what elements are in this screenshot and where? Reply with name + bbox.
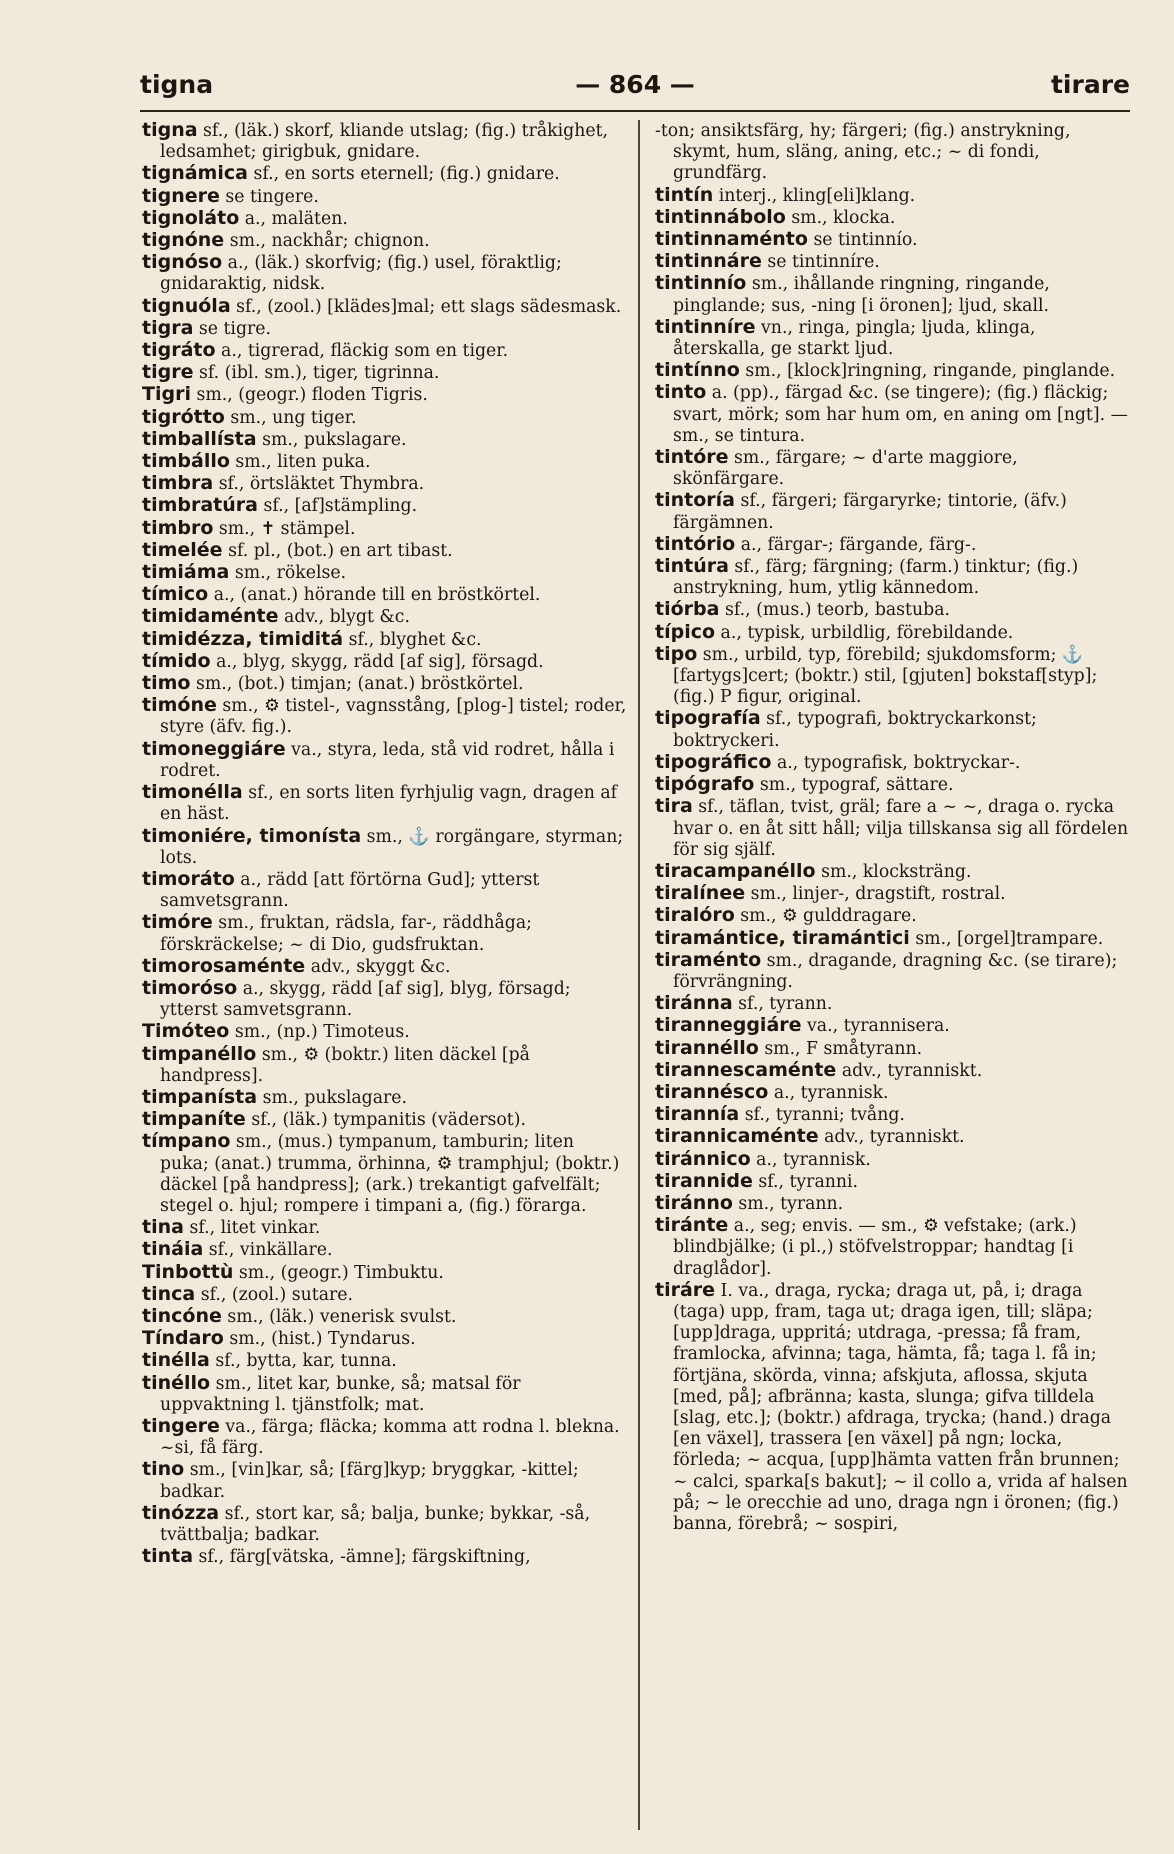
entry-definition: sm., ⚙ (boktr.) liten däckel [på handpress].	[160, 1044, 530, 1086]
entry-definition: interj., kling[eli]klang.	[718, 185, 916, 206]
dictionary-entry	[142, 584, 627, 606]
entry-headword: tipo	[655, 642, 698, 665]
entry-definition: adv., tyranniskt.	[841, 1060, 983, 1081]
entry-definition: sf., färg[vätska, -ämne]; färgskiftning,	[198, 1547, 531, 1568]
left-column	[142, 120, 627, 1830]
entry-headword: tigre	[142, 361, 194, 384]
entry-headword: tintinnaménto	[655, 228, 808, 251]
entry-headword: tira	[655, 795, 693, 818]
entry-headword: tignoláto	[142, 206, 240, 229]
dictionary-entry	[142, 340, 627, 362]
entry-headword: Tigri	[142, 383, 191, 406]
dictionary-entry	[655, 774, 1130, 796]
dictionary-entry	[142, 120, 627, 163]
entry-headword: tímpano	[142, 1130, 231, 1153]
entry-definition: a., rädd [att förtörna Gud]; ytterst samvetsgrann.	[160, 869, 540, 912]
dictionary-entry	[142, 673, 627, 695]
entry-headword: tiórba	[655, 598, 720, 621]
dictionary-entry	[142, 826, 627, 869]
entry-headword: tina	[142, 1216, 184, 1239]
entry-headword: tipografía	[655, 707, 761, 730]
dictionary-entry	[655, 708, 1130, 751]
entry-headword: tiralínee	[655, 882, 746, 905]
dictionary-entry	[142, 1416, 627, 1459]
dictionary-entry	[655, 1126, 1130, 1148]
entry-headword: tiracampanéllo	[655, 859, 816, 882]
entry-headword: timóre	[142, 911, 213, 934]
dictionary-entry	[142, 1546, 627, 1568]
entry-headword: tincóne	[142, 1304, 222, 1327]
dictionary-entry	[142, 978, 627, 1021]
entry-headword: timóne	[142, 694, 217, 717]
dictionary-entry	[655, 382, 1130, 447]
entry-headword: tiraménto	[655, 948, 762, 971]
dictionary-entry	[142, 562, 627, 584]
entry-definition: sm., ⚓ rorgängare, styrman; lots.	[160, 826, 624, 868]
entry-headword: timballísta	[142, 427, 257, 450]
dictionary-entry	[655, 1104, 1130, 1126]
entry-definition: sf., tyranni.	[758, 1171, 859, 1192]
dictionary-entry	[142, 1044, 627, 1087]
entry-headword: tinca	[142, 1282, 196, 1305]
entry-definition: sf., (zool.) sutare.	[200, 1284, 353, 1305]
entry-headword: timoneggiáre	[142, 737, 286, 760]
entry-headword: timidaménte	[142, 605, 279, 628]
dictionary-entry	[142, 782, 627, 825]
entry-definition: sm., [klock]ringning, ringande, pinglande.	[745, 361, 1116, 382]
dictionary-entry	[655, 622, 1130, 644]
entry-headword: tipográfico	[655, 750, 772, 773]
entry-definition: I. va., draga, rycka; draga ut, på, i; draga (taga) upp, fram, taga ut; draga igen, till; släpa; [upp]draga, uppritá; utdraga, -pressa; få fram, framlocka, afvinna; taga, hämta, få; taga l. få in; förtjäna, skörda, vinna; afskjuta, aflossa, skjuta [med, på]; afbränna; kasta, slunga; gifva tilldela [slag, etc.]; (boktr.) afdraga, trycka; (hand.) draga [en växel], trassera [en växel] på ngn; locka, förleda; ~ acqua, [upp]hämta vatten från brunnen; ~ calci, sparka[s bakut]; ~ il collo a, vrida af halsen på; ~ le orecchie ad uno, draga ngn i öronen; (fig.) banna, förebrå; ~ sospiri,	[673, 1280, 1128, 1534]
entry-definition: sf., örtsläktet Thymbra.	[218, 474, 425, 495]
entry-definition: sm., ⚙ tistel-, vagnsstång, [plog-] tistel; roder, styre (äfv. fig.).	[160, 696, 627, 738]
entry-headword: tintinnáre	[655, 250, 762, 273]
dictionary-entry	[142, 1217, 627, 1239]
dictionary-entry	[142, 1021, 627, 1043]
dictionary-entry	[655, 1215, 1130, 1280]
entry-headword: timpanéllo	[142, 1042, 257, 1065]
entry-definition: a., blyg, skygg, rädd [af sig], försagd.	[216, 651, 544, 672]
entry-definition: sf. pl., (bot.) en art tibast.	[228, 540, 453, 561]
entry-definition: va., styra, leda, stå vid rodret, hålla i rodret.	[160, 739, 615, 781]
entry-definition: a., seg; envis. — sm., ⚙ vefstake; (ark.) blindbjälke; (i pl.,) stöfvelstroppar; handtag [i draglådor].	[673, 1216, 1077, 1279]
dictionary-entry	[655, 928, 1130, 950]
dictionary-entry	[142, 1131, 627, 1217]
entry-headword: típico	[655, 620, 716, 643]
dictionary-entry	[655, 273, 1130, 316]
dictionary-entry	[655, 207, 1130, 229]
dictionary-entry	[142, 318, 627, 340]
entry-definition: sf., bytta, kar, tunna.	[215, 1351, 397, 1372]
entry-definition: va., färga; fläcka; komma att rodna l. blekna. ~si, få färg.	[160, 1416, 620, 1459]
dictionary-entry	[142, 540, 627, 562]
entry-definition: sm., (läk.) venerisk svulst.	[227, 1306, 457, 1327]
entry-definition: sm., (hist.) Tyndarus.	[229, 1329, 416, 1350]
entry-definition: sm., (mus.) tympanum, tamburin; liten puka; (anat.) trumma, örhinna, ⚙ tramphjul; (boktr.) däckel [på handpress]; (ark.) trekantigt gafvelfält; stegel o. hjul; rompere i timpani a, (fig.) förarga.	[160, 1132, 620, 1216]
entry-definition: sm., pukslagare.	[262, 429, 407, 450]
entry-headword: timoniére, timonísta	[142, 824, 362, 847]
entry-headword: tiránnico	[655, 1147, 751, 1170]
dictionary-entry	[142, 629, 627, 651]
entry-headword: tintinnábolo	[655, 205, 786, 228]
dictionary-entry	[655, 644, 1130, 709]
entry-headword: timonélla	[142, 781, 243, 804]
dictionary-entry	[142, 473, 627, 495]
dictionary-entry	[655, 534, 1130, 556]
dictionary-entry	[142, 912, 627, 955]
entry-headword: timpaníte	[142, 1108, 246, 1131]
entry-headword: tintúra	[655, 555, 729, 578]
entry-headword: tináia	[142, 1238, 204, 1261]
entry-definition: sm., liten puka.	[235, 452, 371, 473]
entry-headword: tiráre	[655, 1278, 716, 1301]
dictionary-entry	[655, 1015, 1130, 1037]
entry-definition: va., tyrannisera.	[807, 1016, 950, 1037]
right-column	[655, 120, 1130, 1830]
entry-definition: sf., tyrann.	[738, 994, 833, 1015]
dictionary-entry	[655, 1280, 1130, 1535]
entry-definition: sf., täflan, tvist, gräl; fare a ~ ~, draga o. rycka hvar o. en åt sitt håll; vilja tillskansa sig all fördelen för sig själf.	[673, 797, 1129, 860]
entry-headword: tinózza	[142, 1501, 220, 1524]
entry-definition: a., (anat.) hörande till en bröstkörtel.	[213, 585, 541, 606]
entry-definition: sf., typografi, boktryckarkonst; boktryckeri.	[673, 709, 1037, 751]
entry-definition: a., färgar-; färgande, färg-.	[740, 534, 977, 555]
entry-definition: sm., ung tiger.	[230, 407, 357, 428]
entry-definition: sm., [orgel]trampare.	[915, 928, 1104, 949]
entry-headword: tiránna	[655, 992, 733, 1015]
entry-headword: tiralóro	[655, 904, 735, 927]
entry-definition: sm., linjer-, dragstift, rostral.	[750, 884, 1006, 905]
entry-definition: sm., ✝ stämpel.	[218, 518, 356, 539]
entry-definition: sf., vinkällare.	[208, 1240, 333, 1261]
dictionary-entry	[655, 752, 1130, 774]
entry-definition: sf. (ibl. sm.), tiger, tigrinna.	[198, 363, 440, 384]
dictionary-entry	[655, 490, 1130, 533]
entry-definition: a., tyrannisk.	[756, 1149, 871, 1170]
entry-headword: tignóso	[142, 251, 223, 274]
entry-definition: sm., typograf, sättare.	[759, 775, 954, 796]
entry-headword: tímico	[142, 583, 209, 606]
entry-definition: a., maläten.	[244, 208, 348, 229]
header-right-guide-word: tirare	[1050, 70, 1130, 99]
dictionary-entry	[655, 905, 1130, 927]
entry-headword: timoráto	[142, 867, 235, 890]
entry-definition: sm., (geogr.) Timbuktu.	[238, 1262, 444, 1283]
entry-headword: tintóre	[655, 446, 729, 469]
entry-definition: sf., [af]stämpling.	[263, 496, 418, 517]
entry-headword: tigna	[142, 120, 198, 141]
page-header	[140, 70, 1130, 112]
entry-definition: sf., färg; färgning; (farm.) tinktur; (fig.) anstrykning, hum, ytlig kännedom.	[673, 557, 1079, 599]
entry-definition: sm., klocka.	[791, 207, 896, 228]
entry-headword: tirannicaménte	[655, 1125, 819, 1148]
entry-headword: tirannide	[655, 1169, 753, 1192]
entry-headword: tintinníre	[655, 315, 756, 338]
dictionary-entry	[142, 1373, 627, 1416]
dictionary-entry	[142, 495, 627, 517]
entry-definition: adv., blygt &c.	[284, 607, 410, 628]
entry-headword: tintinnío	[655, 272, 747, 295]
entry-headword: tigráto	[142, 339, 216, 362]
entry-headword: tinéllo	[142, 1371, 211, 1394]
dictionary-entry	[142, 1087, 627, 1109]
entry-headword: tigrótto	[142, 405, 225, 428]
entry-headword: tipógrafo	[655, 773, 755, 796]
dictionary-entry	[142, 1459, 627, 1502]
entry-definition: a., typografisk, boktryckar-.	[776, 752, 1021, 773]
dictionary-entry	[142, 1350, 627, 1372]
dictionary-entry	[142, 1239, 627, 1261]
entry-definition: sm., dragande, dragning &c. (se tirare); förvrängning.	[673, 950, 1118, 992]
dictionary-entry	[142, 429, 627, 451]
dictionary-entry	[655, 1082, 1130, 1104]
entry-headword: timpanísta	[142, 1085, 258, 1108]
entry-definition: sm., tyrann.	[738, 1193, 844, 1214]
entry-headword: tímido	[142, 649, 211, 672]
entry-definition: sm., färgare; ~ d'arte maggiore, skönfärgare.	[673, 448, 1018, 490]
entry-definition: sm., F småtyrann.	[764, 1038, 923, 1059]
entry-headword: tirannía	[655, 1103, 740, 1126]
entry-headword: tintín	[655, 183, 714, 206]
entry-definition: sf., (zool.) [klädes]mal; ett slags sädesmask.	[236, 296, 622, 317]
dictionary-entry	[655, 229, 1130, 251]
entry-headword: tiranneggiáre	[655, 1014, 802, 1037]
entry-definition: sf., färgeri; färgaryrke; tintorie, (äfv.) färgämnen.	[673, 491, 1067, 533]
entry-headword: tirannéllo	[655, 1036, 759, 1059]
dictionary-entry	[142, 362, 627, 384]
header-left-guide-word: tigna	[140, 70, 214, 99]
entry-headword: tignóne	[142, 229, 225, 252]
dictionary-entry	[655, 1038, 1130, 1060]
dictionary-entry	[655, 796, 1130, 861]
entry-definition: sm., (bot.) timjan; (anat.) bröstkörtel.	[195, 674, 524, 695]
entry-definition: sm., rökelse.	[234, 563, 347, 584]
dictionary-entry	[142, 1284, 627, 1306]
dictionary-entry	[655, 883, 1130, 905]
entry-headword: tinta	[142, 1545, 194, 1568]
entry-definition: sf., stort kar, så; balja, bunke; bykkar, -så, tvättbalja; badkar.	[160, 1503, 591, 1545]
entry-headword: tinélla	[142, 1349, 210, 1372]
dictionary-entry	[142, 384, 627, 406]
dictionary-entry	[142, 869, 627, 912]
dictionary-entry	[655, 251, 1130, 273]
entry-headword: tingere	[142, 1414, 220, 1437]
entry-definition: sf., litet vinkar.	[189, 1218, 321, 1239]
dictionary-entry	[655, 1149, 1130, 1171]
dictionary-entry	[655, 861, 1130, 883]
entry-definition: a., (läk.) skorfvig; (fig.) usel, föraktlig; gnidaraktig, nidsk.	[160, 253, 562, 295]
entry-headword: timo	[142, 672, 191, 695]
entry-definition: sf., blyghet &c.	[348, 629, 482, 650]
entry-definition: sf., tyranni; tvång.	[744, 1105, 905, 1126]
dictionary-entry	[655, 447, 1130, 490]
dictionary-entry	[142, 1503, 627, 1546]
entry-definition: se tingere.	[225, 186, 319, 207]
dictionary-entry	[142, 186, 627, 208]
entry-headword: tignámica	[142, 162, 248, 185]
dictionary-entry	[655, 360, 1130, 382]
entry-definition: se tigre.	[198, 318, 271, 339]
entry-headword: tirannescaménte	[655, 1058, 837, 1081]
entry-headword: timorosaménte	[142, 954, 306, 977]
dictionary-entry	[655, 599, 1130, 621]
entry-headword: Timóteo	[142, 1020, 230, 1043]
dictionary-entry	[142, 208, 627, 230]
dictionary-entry	[655, 1193, 1130, 1215]
entry-definition: sm., (np.) Timoteus.	[234, 1022, 410, 1043]
entry-headword: tiránte	[655, 1214, 729, 1237]
entry-definition: sf., en sorts eternell; (fig.) gnidare.	[253, 164, 560, 185]
dictionary-entry	[142, 606, 627, 628]
entry-definition: se tintinníre.	[767, 252, 880, 273]
dictionary-entry	[655, 185, 1130, 207]
dictionary-entry	[655, 1060, 1130, 1082]
entry-definition: sm., klocksträng.	[821, 861, 972, 882]
dictionary-entry	[142, 956, 627, 978]
dictionary-entry	[142, 1306, 627, 1328]
dictionary-entry	[142, 651, 627, 673]
entry-definition: vn., ringa, pingla; ljuda, klinga, återskalla, ge starkt ljud.	[673, 317, 1036, 360]
entry-definition: sf., (mus.) teorb, bastuba.	[724, 600, 950, 621]
entry-definition: adv., skyggt &c.	[310, 956, 451, 977]
entry-headword: tignere	[142, 184, 220, 207]
entry-definition: sm., litet kar, bunke, så; matsal för uppvaktning l. tjänstfolk; mat.	[160, 1373, 521, 1415]
entry-definition: a., tyrannisk.	[773, 1082, 889, 1103]
entry-headword: tignuóla	[142, 294, 231, 317]
entry-headword: Tinbottù	[142, 1260, 234, 1283]
column-divider	[638, 120, 640, 1830]
dictionary-entry	[142, 163, 627, 185]
entry-definition: a., tigrerad, fläckig som en tiger.	[221, 341, 509, 362]
dictionary-entry	[655, 1171, 1130, 1193]
entry-headword: tirannésco	[655, 1080, 769, 1103]
entry-headword: tiránno	[655, 1191, 733, 1214]
entry-headword: Tíndaro	[142, 1327, 224, 1350]
entry-headword: timiáma	[142, 561, 230, 584]
dictionary-entry	[142, 296, 627, 318]
entry-definition: sf., en sorts liten fyrhjulig vagn, dragen af en häst.	[160, 783, 618, 825]
entry-definition: sf., (läk.) skorf, kliande utslag; (fig.) tråkighet, ledsamhet; girigbuk, gnidare.	[160, 121, 609, 163]
entry-definition: adv., tyranniskt.	[824, 1127, 965, 1148]
entry-headword: timidézza, timiditá	[142, 627, 344, 650]
dictionary-entry	[142, 518, 627, 540]
dictionary-entry	[142, 1262, 627, 1284]
entry-definition: a., skygg, rädd [af sig], blyg, försagd; ytterst samvetsgrann.	[160, 978, 571, 1021]
dictionary-entry	[142, 252, 627, 295]
entry-definition: sm., (geogr.) floden Tigris.	[196, 385, 428, 406]
dictionary-entry	[655, 120, 1130, 185]
dictionary-entry	[142, 739, 627, 782]
page-number: — 864 —	[575, 70, 695, 99]
entry-headword: timbállo	[142, 450, 230, 473]
dictionary-entry	[142, 1109, 627, 1131]
dictionary-entry	[655, 950, 1130, 993]
entry-headword: tintoría	[655, 489, 735, 512]
entry-headword: tigra	[142, 316, 194, 339]
entry-headword: tiramántice, tiramántici	[655, 926, 910, 949]
entry-definition: sm., nackhår; chignon.	[229, 231, 430, 252]
dictionary-entry	[142, 230, 627, 252]
entry-definition: sf., (läk.) tympanitis (vädersot).	[251, 1110, 526, 1131]
entry-headword: timbra	[142, 472, 214, 495]
entry-headword: timbratúra	[142, 494, 258, 517]
entry-headword: tinto	[655, 381, 707, 404]
entry-headword: timelée	[142, 538, 223, 561]
entry-definition: sm., pukslagare.	[262, 1087, 408, 1108]
dictionary-entry	[142, 407, 627, 429]
entry-definition: se tintinnío.	[813, 230, 918, 251]
entry-headword: tintório	[655, 532, 736, 555]
entry-headword: tino	[142, 1458, 185, 1481]
dictionary-entry	[142, 451, 627, 473]
dictionary-entry	[655, 993, 1130, 1015]
dictionary-entry	[142, 695, 627, 738]
dictionary-entry	[655, 556, 1130, 599]
dictionary-entry	[142, 1328, 627, 1350]
entry-headword: timoróso	[142, 976, 238, 999]
entry-headword: tintínno	[655, 359, 740, 382]
entry-headword: timbro	[142, 516, 214, 539]
entry-definition: sm., [vin]kar, så; [färg]kyp; bryggkar, -kittel; badkar.	[160, 1460, 579, 1502]
entry-definition: a., typisk, urbildlig, förebildande.	[720, 622, 1014, 643]
entry-definition: sm., ⚙ gulddragare.	[740, 906, 917, 927]
entry-definition: -ton; ansiktsfärg, hy; färgeri; (fig.) anstrykning, skymt, hum, släng, aning, etc.; ~ di fondi, grundfärg.	[655, 121, 1071, 184]
entry-definition: sm., ihållande ringning, ringande, pinglande; sus, -ning [i öronen]; ljud, skall.	[673, 274, 1050, 316]
dictionary-entry	[655, 317, 1130, 360]
entry-definition: sm., fruktan, rädsla, far-, räddhåga; förskräckelse; ~ di Dio, gudsfruktan.	[160, 913, 532, 955]
entry-definition: sm., urbild, typ, förebild; sjukdomsform; ⚓ [fartygs]cert; (boktr.) stil, [gjuten] bokstaf[styp]; (fig.) P figur, original.	[673, 644, 1098, 708]
entry-definition: a. (pp)., färgad &c. (se tingere); (fig.) fläckig; svart, mörk; som har hum om, en aning om [ngt]. — sm., se tintura.	[673, 383, 1128, 446]
